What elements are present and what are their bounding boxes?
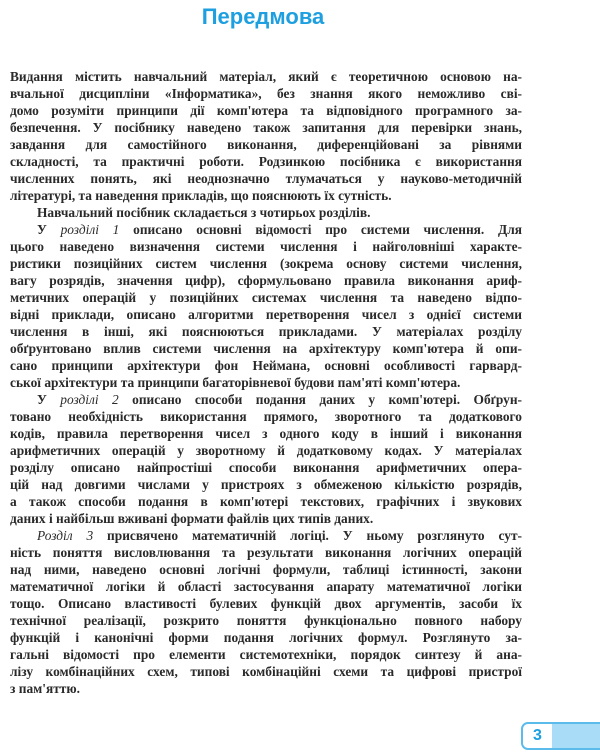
line-text: арифметичних операцій у зворотному й додатковому кодах. У матеріалах [10,443,522,458]
text-line [10,578,522,595]
text-line [10,289,522,306]
line-text: гальні відомості про елементи системотехніки, порядок синтезу й ана- [10,647,522,662]
paragraph [10,221,522,391]
text-line [10,306,522,323]
line-text: Навчальний посібник складається з чотирьох розділів. [37,205,371,220]
line-text: Видання містить навчальний матеріал, який є теоретичною основою на- [10,69,522,84]
text-line [10,408,522,425]
text-line [10,476,522,493]
line-text: безпечення. У посібнику наведено також запитання для перевірки знань, [10,120,522,135]
text-line [10,204,522,221]
text-line [10,391,522,408]
line-text: а також способи подання в комп'ютері текстових, графічних і звукових [10,494,522,509]
text-line [10,119,522,136]
text-line [10,221,522,238]
text-line [10,561,522,578]
line-text: технічної реалізації, розкрито поняття функціонально повного набору [10,613,522,628]
line-text: вагу розрядів, значення цифр), сформульовано правила виконання ариф- [10,273,522,288]
line-text: метичних операцій у позиційних системах числення та наведено відпо- [10,290,522,305]
text-line [10,442,522,459]
paragraph [10,391,522,527]
text-line [10,680,522,697]
line-text: розділу описано найпростіші способи виконання арифметичних опера- [10,460,522,475]
line-prefix: У [37,222,61,237]
text-line [10,68,522,85]
line-text: присвячено математичній логіці. У ньому розглянуто сут- [93,528,522,543]
line-text: з пам'яттю. [10,681,80,696]
text-line [10,170,522,187]
line-text: цій над довгими числами у пристроях з обмеженою кількістю розрядів, [10,477,522,492]
line-text: лізу комбінаційних схем, типові комбінаційні схеми та цифрові пристрої [10,664,522,679]
line-text: описано основні відомості про системи числення. Для [119,222,522,237]
line-text: товано необхідність використання прямого, зворотного та додаткового [10,409,522,424]
paragraph [10,204,522,221]
page-number: 3 [523,724,552,748]
line-text: складності, та практичні роботи. Родзинкою посібника є використання [10,154,522,169]
line-text: описано способи подання даних у комп'ютері. Обґрун- [118,392,523,407]
text-line [10,374,522,391]
text-line [10,153,522,170]
text-line [10,612,522,629]
text-line [10,85,522,102]
line-text: сано принципи архітектури фон Неймана, основні особливості гарвард- [10,358,522,373]
text-line [10,646,522,663]
line-prefix: У [37,392,61,407]
line-text: завдання для самостійного виконання, диференційовані за рівнями [10,137,522,152]
page-number-tab [521,722,600,750]
text-line [10,272,522,289]
text-line [10,238,522,255]
text-line [10,544,522,561]
line-text: обґрунтовано вплив системи числення на архітектуру комп'ютера й опи- [10,341,522,356]
text-line [10,459,522,476]
text-line [10,425,522,442]
italic-section-ref: Розділ 3 [37,528,94,543]
text-line [10,255,522,272]
text-line [10,102,522,119]
paragraph [10,527,522,697]
line-text: даних і найбільш вживані формати файлів цих типів даних. [10,511,374,526]
text-line [10,136,522,153]
italic-section-ref: розділі 2 [60,392,119,407]
line-text: відні приклади, описано алгоритми перетворення чисел з однієї системи [10,307,522,322]
text-line [10,187,522,204]
line-text: літературі, та наведення прикладів, що пояснюють їх сутність. [10,188,392,203]
line-text: ристики позиційних систем числення (зокрема основу системи числення, [10,256,522,271]
line-text: числення в інші, які пояснюються прикладами. У матеріалах розділу [10,324,522,339]
paragraph [10,68,522,204]
line-text: ність поняття висловлювання та результати виконання логічних операцій [10,545,522,560]
line-text: функцій і канонічні форми подання логічних формул. Розглянуто за- [10,630,522,645]
text-line [10,663,522,680]
line-text: математичної логіки й області застосування апарату математичної логіки [10,579,522,594]
line-text: вчальної дисципліни «Інформатика», без знання якого неможливо сві- [10,86,522,101]
text-line [10,357,522,374]
italic-section-ref: розділі 1 [60,222,120,237]
line-text: над ними, наведено основні логічні формули, таблиці істинності, закони [10,562,522,577]
line-text: численних понять, які неоднозначно тлумачаться у науково-методичній [10,171,522,186]
preface-body [10,68,522,697]
text-line [10,527,522,544]
line-text: домо розуміти принципи дії комп'ютера та відповідного програмного за- [10,103,522,118]
line-text: цього наведено визначення системи числення і найголовніші характе- [10,239,522,254]
line-text: ської архітектури та принципи багаторівневої будови пам'яті комп'ютера. [10,375,461,390]
text-line [10,493,522,510]
line-text: кодів, правила перетворення чисел з одного коду в інший і виконання [10,426,522,441]
line-text: тощо. Описано властивості булевих функцій двох аргументів, засоби їх [10,596,522,611]
text-line [10,510,522,527]
text-line [10,629,522,646]
page-title: Передмова [201,4,325,29]
text-line [10,595,522,612]
text-line [10,340,522,357]
text-line [10,323,522,340]
